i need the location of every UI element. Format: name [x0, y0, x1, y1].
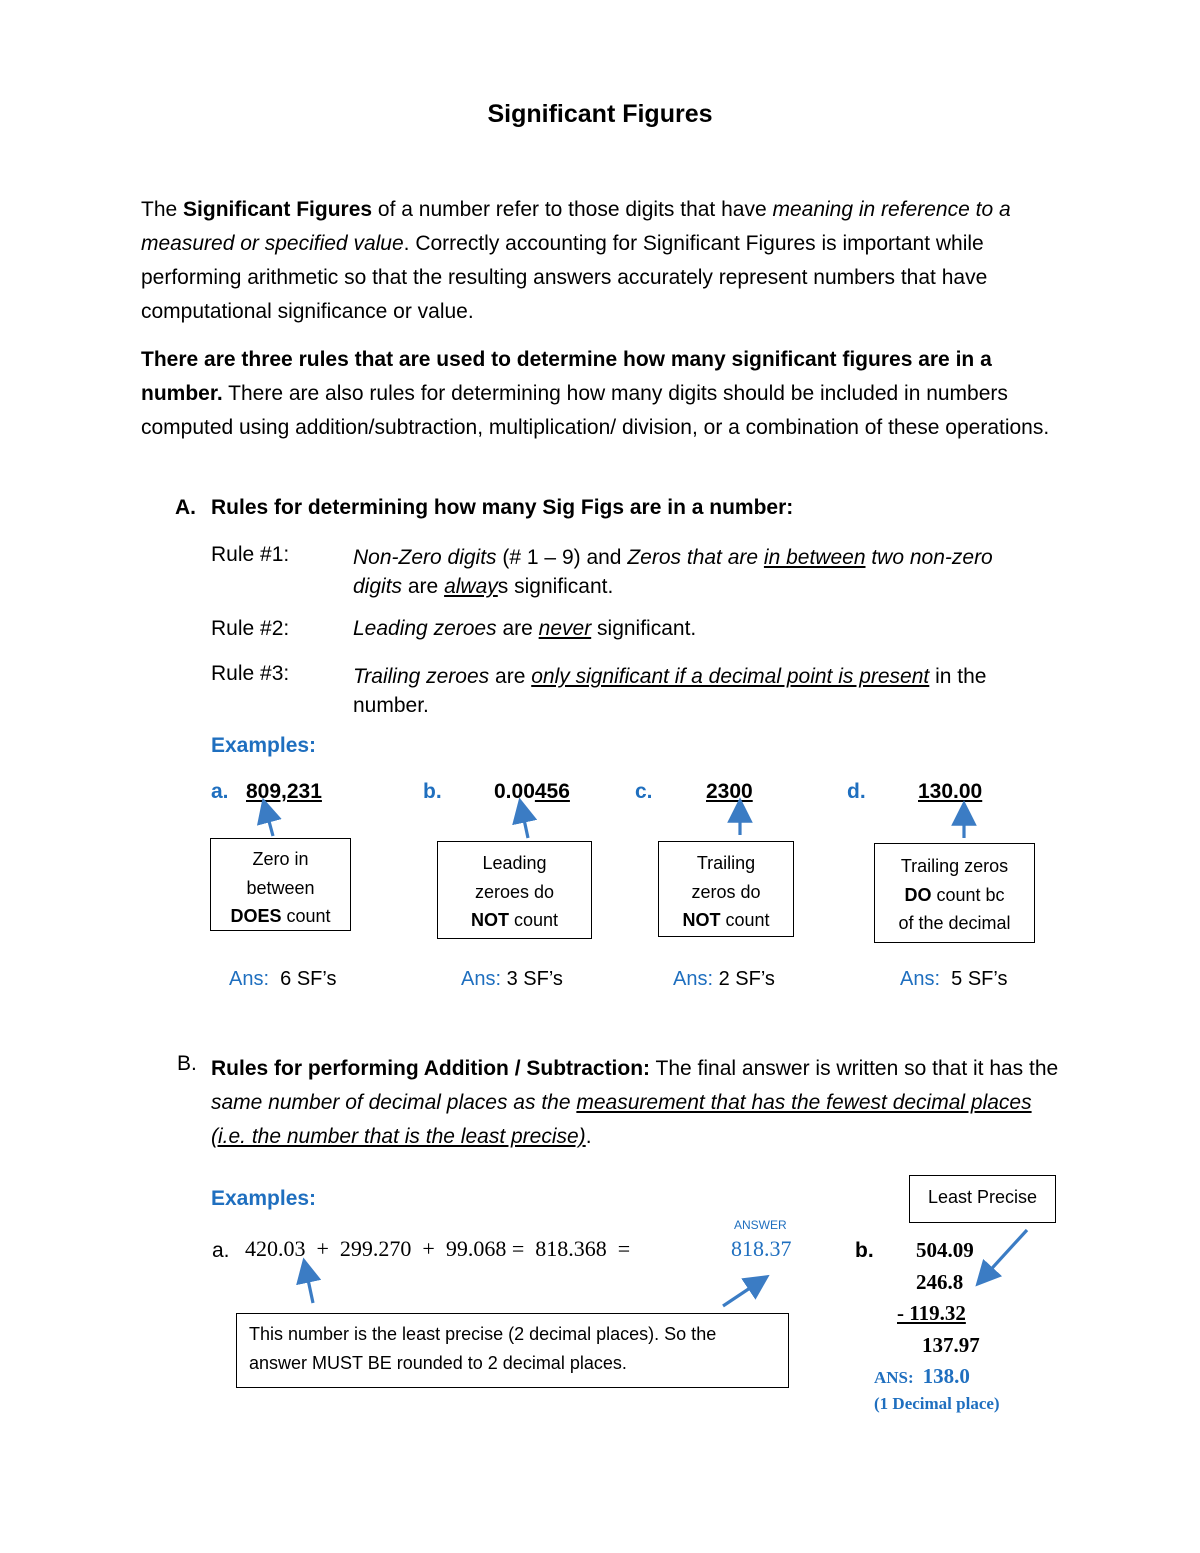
rule-1-label: Rule #1: — [211, 543, 290, 566]
b-example-b-n1: 504.09 — [916, 1238, 974, 1262]
note-line: NOT count — [682, 910, 770, 930]
intro-text: . Correctly accounting for Significant Figures is important while performing arithmetic so that the resulting answers accurately represent numbers that have computational significance or value. — [141, 232, 988, 323]
b-example-b-n4: 137.97 — [922, 1333, 980, 1357]
example-b-letter: b. — [423, 780, 442, 803]
arrow-icon — [723, 1282, 759, 1306]
b-example-b-n3: - 119.32 — [897, 1301, 966, 1325]
example-c-answer: Ans: 2 SF’s — [673, 968, 775, 990]
rule-text-part: significant. — [597, 617, 697, 640]
arrow-icon — [984, 1230, 1027, 1277]
least-precise-label: Least Precise — [927, 1187, 1038, 1207]
note-line: zeros do — [691, 881, 761, 902]
b-example-b-answer-note: (1 Decimal place) — [874, 1394, 1000, 1413]
note-line: DOES count — [230, 906, 331, 926]
rule-text-part: Zeros that are — [627, 546, 759, 569]
b-example-b-n2: 246.8 — [916, 1270, 964, 1294]
note-line: Trailing zeros — [900, 856, 1009, 876]
rule-text-part: never — [538, 617, 592, 640]
b-example-a-expression: 420.03 + 299.270 + 99.068 = 818.368 = — [245, 1236, 631, 1261]
rule-text-part: (# 1 – 9) and — [502, 546, 622, 569]
rule-text-part: Non-Zero digits — [353, 546, 497, 569]
rule-text-part: Trailing zeroes — [353, 665, 490, 688]
section-b-part: . — [585, 1125, 592, 1148]
example-b-answer: Ans: 3 SF’s — [461, 968, 563, 990]
rule-text-part: in the number. — [353, 665, 987, 717]
b-example-b-letter: b. — [855, 1239, 874, 1262]
arrow-icon — [522, 810, 528, 838]
note-line: between — [246, 877, 315, 898]
rule-text-part: two non-zero digits — [353, 546, 993, 598]
intro-bold-term: Significant Figures — [183, 198, 373, 221]
section-a-heading: Rules for determining how many Sig Figs are in a number: — [211, 496, 794, 519]
example-c-letter: c. — [635, 780, 653, 803]
rule-text-part: are — [495, 665, 526, 688]
b-example-a-letter: a. — [212, 1239, 230, 1262]
rule-text-part: alway — [444, 575, 498, 598]
example-d-letter: d. — [847, 780, 866, 803]
example-d-number: 130.00 — [918, 780, 983, 803]
note-line: NOT count — [470, 910, 559, 930]
rule-text-part: s significant. — [497, 575, 614, 598]
page-title: Significant Figures — [487, 100, 713, 128]
rules-intro-bold: There are three rules that are used to determine how many significant figures are in a number. — [141, 348, 992, 405]
example-a-answer: Ans: 6 SF’s — [229, 968, 337, 990]
section-b-part: measurement that has the fewest decimal places (i.e. the number that is the least precise) — [211, 1091, 1032, 1148]
section-b-examples-label: Examples: — [211, 1187, 317, 1210]
section-b-part: same number of decimal places as the — [211, 1091, 571, 1114]
example-b-number: 0.00456 — [494, 780, 570, 803]
example-a-letter: a. — [211, 780, 229, 803]
example-c-number: 2300 — [706, 780, 753, 803]
rule-text-part: only significant if a decimal point is present — [531, 665, 930, 688]
rule-text-part: Leading zeroes — [353, 617, 497, 640]
arrow-icon — [266, 810, 273, 836]
b-example-b-answer: ANS: 138.0 — [874, 1364, 970, 1388]
rule-2-label: Rule #2: — [211, 617, 290, 640]
intro-text: of a number refer to those digits that have — [377, 198, 767, 221]
note-line: Trailing — [696, 853, 756, 873]
note-line: of the decimal — [898, 913, 1011, 933]
example-d-answer: Ans: 5 SF’s — [900, 968, 1008, 990]
note-line: zeroes do — [474, 881, 555, 902]
section-a-letter: A. — [175, 496, 196, 519]
section-b-part: The final answer is written so that it has the — [655, 1057, 1059, 1080]
b-example-a-note: This number is the least precise (2 decimal places). So the answer MUST BE rounded to 2 decimal places. — [249, 1324, 717, 1373]
note-line: DO count bc — [904, 884, 1005, 905]
b-example-a-answer: 818.37 — [731, 1236, 792, 1261]
intro-italic: meaning in reference to a measured or specified value — [141, 198, 1011, 255]
rule-text-part: are — [502, 617, 533, 640]
example-a-number: 809,231 — [246, 780, 322, 803]
section-a-examples-label: Examples: — [211, 734, 317, 757]
rule-text-part: are — [407, 575, 439, 598]
b-example-a-answer-tag: ANSWER — [734, 1218, 787, 1232]
rules-intro-text: There are also rules for determining how many digits should be included in numbers computed using addition/subtraction, multiplication/ division, or a combination of these operations. — [141, 382, 1050, 439]
rule-3-label: Rule #3: — [211, 662, 290, 685]
note-line: Leading — [482, 853, 547, 873]
section-b-heading: Rules for performing Addition / Subtraction: — [211, 1057, 651, 1080]
rule-text-part: in between — [763, 546, 866, 569]
section-b-letter: B. — [177, 1052, 197, 1075]
arrow-icon — [306, 1270, 313, 1303]
note-line: Zero in — [252, 849, 309, 869]
intro-text: The — [141, 198, 178, 221]
